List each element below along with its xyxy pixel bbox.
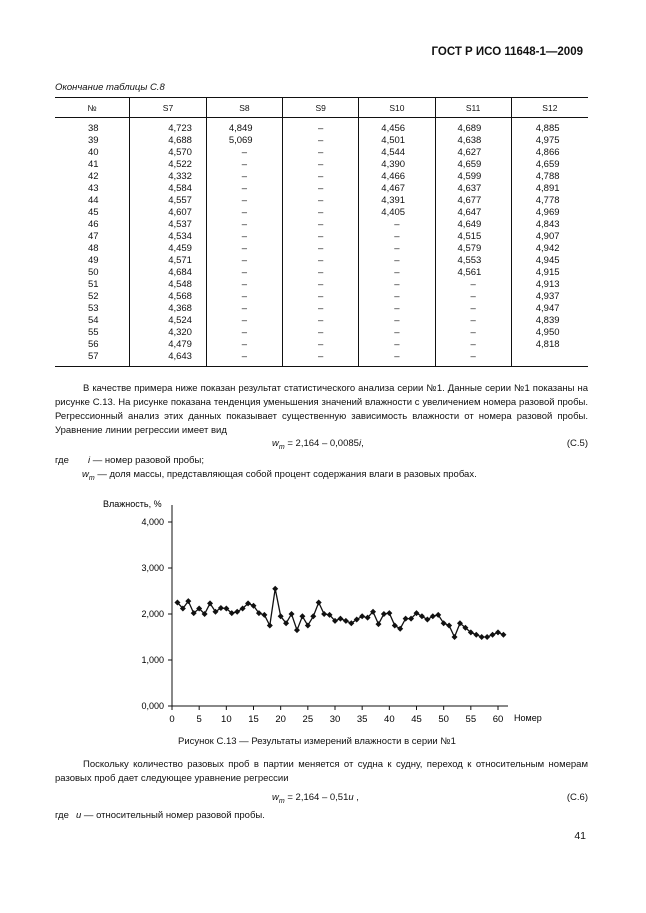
- y-tick-label: 0,000: [141, 701, 164, 711]
- equation-c5: [272, 438, 364, 451]
- table-cell: 4,479: [130, 339, 207, 351]
- table-cell: –: [283, 171, 359, 183]
- eq-end: ,: [353, 792, 359, 803]
- table-cell: –: [283, 183, 359, 195]
- x-ticks: [169, 706, 503, 725]
- table-cell: 48: [88, 243, 99, 254]
- eq-sub: m: [278, 443, 285, 451]
- where-text: — номер разовой пробы;: [90, 455, 204, 466]
- where-sub: m: [88, 474, 95, 482]
- table-cell: 4,659: [435, 159, 511, 171]
- x-tick-label: 30: [329, 714, 341, 725]
- data-point: [446, 623, 452, 629]
- table-cell: 4,723: [130, 118, 207, 136]
- table-cell: 43: [88, 183, 99, 194]
- data-point: [375, 621, 381, 627]
- eq-end: ,: [361, 438, 364, 449]
- table-cell: 4,975: [511, 135, 588, 147]
- table-cell: –: [283, 118, 359, 136]
- table-header-row: [55, 98, 588, 118]
- where-line-2: [82, 469, 477, 482]
- table-cell: 4,649: [435, 219, 511, 231]
- table-cell: 4,689: [435, 118, 511, 136]
- table-cell: –: [206, 147, 282, 159]
- table-cell: 4,637: [435, 183, 511, 195]
- table-cell: –: [359, 231, 435, 243]
- eq-sub: m: [278, 797, 285, 805]
- paragraph-2: Поскольку количество разовых проб в партии меняется от судна к судну, переход к относительным номерам разовых проб дает следующее уравнение регрессии: [55, 759, 588, 784]
- where-var: u: [76, 810, 82, 821]
- table-cell: 4,456: [359, 118, 435, 136]
- table-cell: 4,544: [359, 147, 435, 159]
- table-cell: 39: [88, 135, 99, 146]
- table-cell: –: [435, 303, 511, 315]
- table-row: [55, 171, 588, 183]
- data-point: [267, 623, 273, 629]
- table-cell: 4,368: [130, 303, 207, 315]
- data-point: [294, 627, 300, 633]
- x-tick-label: 0: [169, 714, 175, 725]
- data-point: [310, 613, 316, 619]
- table-row: [55, 219, 588, 231]
- data-point: [484, 634, 490, 640]
- table-cell: 53: [88, 303, 99, 314]
- table-cell: –: [206, 231, 282, 243]
- table-cell: 4,599: [435, 171, 511, 183]
- table-cell: 4,849: [206, 118, 282, 136]
- data-point: [479, 634, 485, 640]
- table-cell: –: [359, 303, 435, 315]
- table-cell: 4,688: [130, 135, 207, 147]
- table-cell: 4,391: [359, 195, 435, 207]
- x-tick-label: 35: [356, 714, 368, 725]
- x-tick-label: 5: [196, 714, 202, 725]
- table-row: [55, 243, 588, 255]
- table-cell: 4,788: [511, 171, 588, 183]
- table-cell: 4,524: [130, 315, 207, 327]
- table-cell: 40: [88, 147, 99, 158]
- table-cell: –: [359, 351, 435, 367]
- equation-c6: [272, 792, 359, 805]
- table-cell: 55: [88, 327, 99, 338]
- where-label: где: [55, 455, 69, 466]
- table-cell: 4,570: [130, 147, 207, 159]
- data-point: [403, 616, 409, 622]
- table-cell: [511, 351, 588, 367]
- table-body: [55, 118, 588, 367]
- table-cell: –: [283, 291, 359, 303]
- table-cell: 4,818: [511, 339, 588, 351]
- table-row: [55, 351, 588, 367]
- data-point: [359, 613, 365, 619]
- table-cell: 4,561: [435, 267, 511, 279]
- table-row: [55, 118, 588, 136]
- table-cell: –: [283, 231, 359, 243]
- x-tick-label: 45: [411, 714, 422, 725]
- eq-var: u: [348, 792, 354, 803]
- x-tick-label: 15: [248, 714, 259, 725]
- table-cell: 4,891: [511, 183, 588, 195]
- table-cell: –: [283, 159, 359, 171]
- table-cell: 4,579: [435, 243, 511, 255]
- eq-var: w: [272, 438, 279, 449]
- data-point: [424, 617, 430, 623]
- table-cell: 4,548: [130, 279, 207, 291]
- table-cell: –: [206, 315, 282, 327]
- table-cell: 38: [88, 123, 99, 134]
- figure-caption: Рисунок С.13 — Результаты измерений влажности в серии №1: [178, 736, 456, 747]
- where-line-1: [88, 455, 204, 466]
- table-cell: 4,643: [130, 351, 207, 367]
- table-row: [55, 231, 588, 243]
- table-cell: –: [435, 291, 511, 303]
- table-cell: –: [435, 327, 511, 339]
- x-tick-label: 50: [438, 714, 449, 725]
- table-cell: 4,915: [511, 267, 588, 279]
- x-tick-label: 10: [221, 714, 232, 725]
- data-point: [495, 629, 501, 635]
- chart-y-label: Влажность, %: [103, 499, 162, 509]
- column-header: S8: [206, 98, 282, 118]
- table-cell: 54: [88, 315, 99, 326]
- table-cell: 4,607: [130, 207, 207, 219]
- table-cell: 4,459: [130, 243, 207, 255]
- table-row: [55, 159, 588, 171]
- table-cell: 4,913: [511, 279, 588, 291]
- x-tick-label: 25: [302, 714, 314, 725]
- table-cell: 4,942: [511, 243, 588, 255]
- table-cell: –: [206, 243, 282, 255]
- where-var: i: [88, 455, 91, 466]
- table-cell: 4,405: [359, 207, 435, 219]
- table-cell: 4,466: [359, 171, 435, 183]
- table-cell: 4,390: [359, 159, 435, 171]
- table-cell: –: [206, 207, 282, 219]
- data-point: [289, 611, 295, 617]
- y-tick-label: 1,000: [141, 655, 164, 665]
- data-point: [343, 618, 349, 624]
- table-cell: 4,571: [130, 255, 207, 267]
- table-row: [55, 339, 588, 351]
- table-cell: –: [283, 219, 359, 231]
- table-cell: 5,069: [206, 135, 282, 147]
- paragraph-1: В качестве примера ниже показан результат статистического анализа серии №1. Данные серии №1 показаны на рисунке С.13. На рисунке показана тенденция уменьшения значений влажности с увеличением номера разовой пробы. Регрессионный анализ этих данных показывает существенную зависимость влажности от номера разовой пробы. Уравнение линии регрессии имеет вид: [55, 383, 588, 436]
- data-point: [305, 623, 311, 629]
- data-point: [500, 632, 506, 638]
- table-cell: –: [283, 243, 359, 255]
- table-cell: –: [359, 255, 435, 267]
- table-cell: –: [206, 291, 282, 303]
- table-cell: 4,907: [511, 231, 588, 243]
- data-point: [261, 612, 267, 618]
- x-tick-label: 60: [492, 714, 504, 725]
- table-cell: 47: [88, 231, 99, 242]
- data-point: [381, 611, 387, 617]
- table-cell: 52: [88, 291, 99, 302]
- table-cell: 4,522: [130, 159, 207, 171]
- data-point: [386, 610, 392, 616]
- where-line-u: [76, 810, 265, 821]
- table-cell: 4,677: [435, 195, 511, 207]
- eq-var: i: [358, 438, 362, 449]
- table-cell: –: [283, 351, 359, 367]
- table-cell: 4,568: [130, 291, 207, 303]
- table-cell: –: [283, 267, 359, 279]
- table-cell: 56: [88, 339, 99, 350]
- data-point: [299, 613, 305, 619]
- data-point: [452, 634, 458, 640]
- table-cell: –: [283, 207, 359, 219]
- table-cell: 4,537: [130, 219, 207, 231]
- table-cell: –: [206, 339, 282, 351]
- table-cell: –: [283, 303, 359, 315]
- table-cell: 4,534: [130, 231, 207, 243]
- table-cell: –: [206, 267, 282, 279]
- table-cell: –: [283, 147, 359, 159]
- table-cell: 4,843: [511, 219, 588, 231]
- series-line: [177, 589, 503, 637]
- y-tick-label: 4,000: [141, 517, 164, 527]
- table-row: [55, 327, 588, 339]
- table-cell: –: [206, 195, 282, 207]
- table-cell: –: [206, 171, 282, 183]
- data-point: [234, 609, 240, 615]
- table-cell: –: [283, 195, 359, 207]
- table-cell: 4,557: [130, 195, 207, 207]
- table-cell: –: [359, 339, 435, 351]
- data-point: [419, 613, 425, 619]
- table-cell: –: [435, 279, 511, 291]
- table-cell: –: [359, 243, 435, 255]
- table-cell: 42: [88, 171, 99, 182]
- table-cell: 4,937: [511, 291, 588, 303]
- data-point: [392, 623, 398, 629]
- table-cell: 57: [55, 351, 130, 367]
- table-cell: 4,969: [511, 207, 588, 219]
- where-text: — относительный номер разовой пробы.: [81, 810, 265, 821]
- table-cell: –: [206, 183, 282, 195]
- moisture-chart: [0, 490, 646, 730]
- page-number: 41: [574, 830, 586, 842]
- table-row: [55, 291, 588, 303]
- table-cell: –: [359, 291, 435, 303]
- table-row: [55, 255, 588, 267]
- table-cell: –: [206, 279, 282, 291]
- table-caption: Окончание таблицы С.8: [55, 82, 165, 93]
- table-cell: 4,866: [511, 147, 588, 159]
- y-tick-label: 2,000: [141, 609, 164, 619]
- table-cell: 4,515: [435, 231, 511, 243]
- table-row: [55, 303, 588, 315]
- table-cell: 4,945: [511, 255, 588, 267]
- data-point: [473, 632, 479, 638]
- column-header: S10: [359, 98, 435, 118]
- table-cell: 4,501: [359, 135, 435, 147]
- table-cell: –: [206, 303, 282, 315]
- eq-rhs: = 2,164 – 0,0085: [284, 438, 359, 449]
- table-cell: 4,659: [511, 159, 588, 171]
- table-row: [55, 279, 588, 291]
- table-cell: –: [359, 315, 435, 327]
- table-cell: –: [206, 219, 282, 231]
- where-var: w: [82, 469, 89, 480]
- table-cell: –: [359, 267, 435, 279]
- eq-var: w: [272, 792, 279, 803]
- x-tick-label: 40: [384, 714, 395, 725]
- table-cell: –: [435, 315, 511, 327]
- table-cell: –: [359, 219, 435, 231]
- table-cell: –: [283, 255, 359, 267]
- table-cell: –: [435, 351, 511, 367]
- where-label: где: [55, 810, 69, 821]
- table-cell: 4,684: [130, 267, 207, 279]
- y-ticks: [141, 517, 172, 711]
- column-header: S7: [130, 98, 207, 118]
- column-header: №: [55, 98, 130, 118]
- table-cell: 4,647: [435, 207, 511, 219]
- chart-x-label: Номер: [514, 713, 542, 723]
- column-header: S9: [283, 98, 359, 118]
- table-cell: 4,950: [511, 327, 588, 339]
- table-cell: –: [359, 327, 435, 339]
- table-cell: 50: [88, 267, 99, 278]
- table-cell: 46: [88, 219, 99, 230]
- table-cell: 4,839: [511, 315, 588, 327]
- table-cell: –: [206, 327, 282, 339]
- table-cell: –: [206, 159, 282, 171]
- table-cell: –: [283, 339, 359, 351]
- table-cell: 4,638: [435, 135, 511, 147]
- table-cell: 4,627: [435, 147, 511, 159]
- table-cell: –: [283, 327, 359, 339]
- table-cell: 4,332: [130, 171, 207, 183]
- data-point: [321, 611, 327, 617]
- table-cell: 4,584: [130, 183, 207, 195]
- table-row: [55, 183, 588, 195]
- table-cell: 51: [88, 279, 99, 290]
- table-cell: –: [283, 135, 359, 147]
- x-tick-label: 20: [275, 714, 286, 725]
- where-text: — доля массы, представляющая собой процент содержания влаги в разовых пробах.: [94, 469, 477, 480]
- table-cell: –: [283, 279, 359, 291]
- data-table: [55, 97, 588, 367]
- data-point: [430, 613, 436, 619]
- table-cell: 49: [88, 255, 99, 266]
- table-row: [55, 147, 588, 159]
- table-cell: 4,778: [511, 195, 588, 207]
- table-cell: 44: [88, 195, 99, 206]
- table-cell: 4,320: [130, 327, 207, 339]
- table-row: [55, 135, 588, 147]
- table-cell: 4,885: [511, 118, 588, 136]
- data-point: [272, 586, 278, 592]
- data-point: [337, 616, 343, 622]
- table-cell: –: [206, 351, 282, 367]
- table-cell: 4,947: [511, 303, 588, 315]
- table-row: [55, 207, 588, 219]
- table-cell: –: [206, 255, 282, 267]
- table-cell: 4,553: [435, 255, 511, 267]
- document-header: ГОСТ Р ИСО 11648-1—2009: [431, 46, 583, 58]
- data-point: [316, 600, 322, 606]
- table-row: [55, 195, 588, 207]
- column-header: S11: [435, 98, 511, 118]
- eq-rhs: = 2,164 – 0,51: [284, 792, 349, 803]
- data-point: [490, 632, 496, 638]
- table-row: [55, 267, 588, 279]
- equation-number: (С.5): [566, 438, 588, 449]
- table-cell: –: [435, 339, 511, 351]
- table-cell: –: [283, 315, 359, 327]
- y-tick-label: 3,000: [141, 563, 164, 573]
- table-cell: 41: [88, 159, 99, 170]
- data-point: [397, 626, 403, 632]
- x-tick-label: 55: [465, 714, 477, 725]
- table-cell: 4,467: [359, 183, 435, 195]
- equation-number: (С.6): [566, 792, 588, 803]
- column-header: S12: [511, 98, 588, 118]
- table-cell: –: [359, 279, 435, 291]
- table-cell: 45: [88, 207, 99, 218]
- table-row: [55, 315, 588, 327]
